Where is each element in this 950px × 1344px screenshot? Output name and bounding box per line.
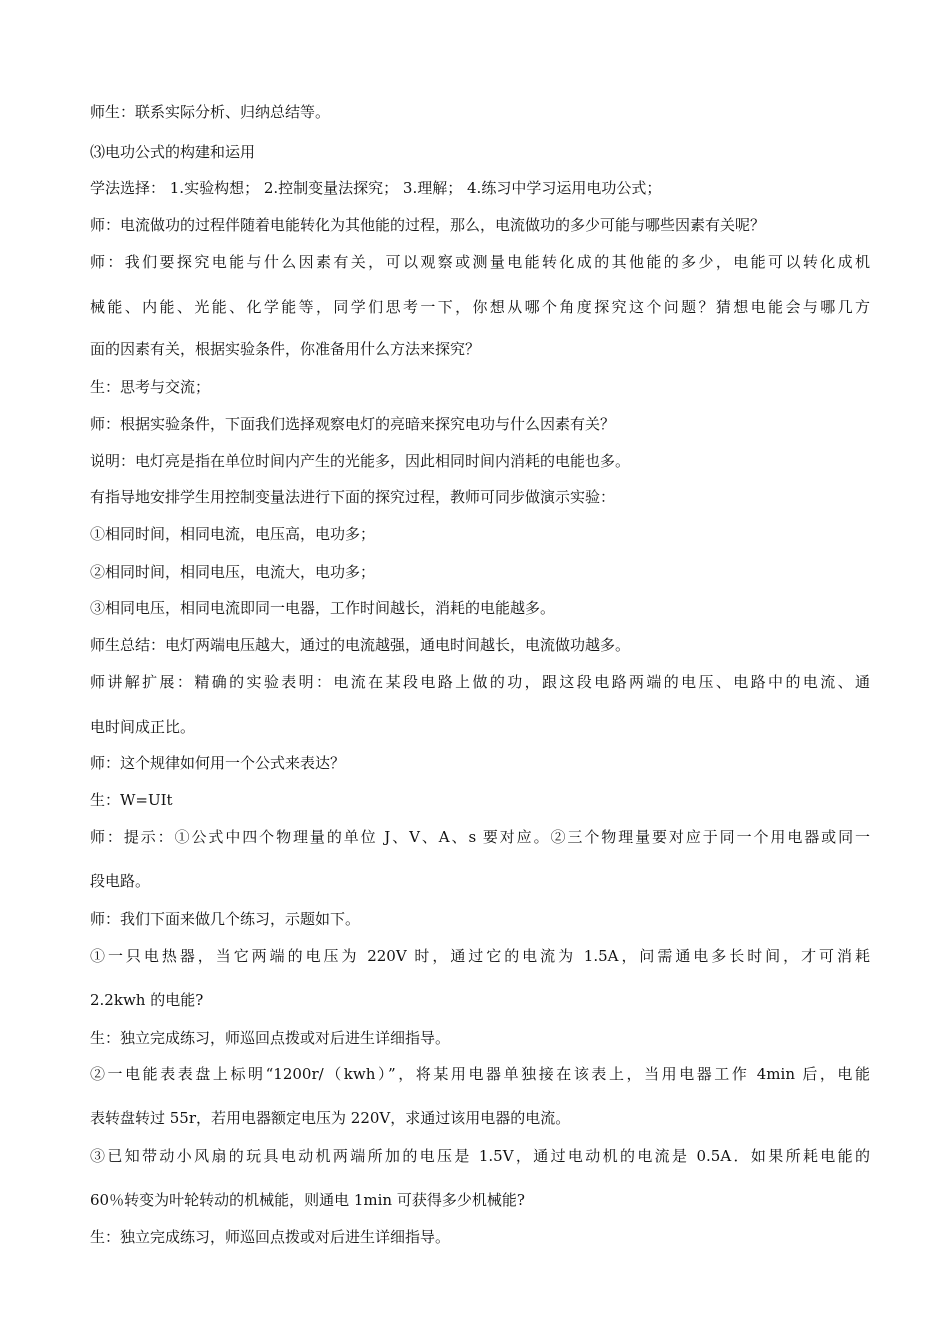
text-line-formula-answer: 生：W=UIt	[90, 791, 173, 809]
text-line-extension-1: 师讲解扩展：精确的实验表明：电流在某段电路上做的功，跟这段电路两端的电压、电路中的电流、通	[90, 673, 870, 691]
list-item-exercise-1a: ①一只电热器，当它两端的电压为 220V 时，通过它的电流为 1.5A，问需通电多长时间，才可消耗	[90, 947, 870, 965]
text-line-learning-methods: 学法选择： 1.实验构想； 2.控制变量法探究； 3.理解； 4.练习中学习运用电功公式；	[90, 179, 662, 197]
text-line-teacher-explore-3: 面的因素有关，根据实验条件，你准备用什么方法来探究？	[90, 340, 481, 358]
text-line-hint-1: 师：提示：①公式中四个物理量的单位 J、V、A、s 要对应。②三个物理量要对应于同一个用电器或同一	[90, 828, 870, 846]
text-line-exercise-intro: 师：我们下面来做几个练习，示题如下。	[90, 910, 361, 928]
text-line-student-discussion: 生：思考与交流；	[90, 378, 211, 396]
text-line-formula-question: 师：这个规律如何用一个公式来表达？	[90, 754, 346, 772]
list-item-experiment-1: ①相同时间，相同电流，电压高，电功多；	[90, 525, 376, 543]
list-item-experiment-2: ②相同时间，相同电压，电流大，电功多；	[90, 563, 376, 581]
text-line-hint-2: 段电路。	[90, 872, 151, 890]
text-line-teacher-explore-2: 械能、内能、光能、化学能等，同学们思考一下，你想从哪个角度探究这个问题？猜想电能会与哪几方	[90, 298, 870, 316]
list-item-exercise-2a: ②一电能表表盘上标明“1200r/（kwh）”，将某用电器单独接在该表上，当用电器工作 4min 后，电能	[90, 1065, 870, 1083]
list-item-experiment-3: ③相同电压，相同电流即同一电器，工作时间越长，消耗的电能越多。	[90, 599, 556, 617]
list-item-exercise-2b: 表转盘转过 55r，若用电器额定电压为 220V，求通过该用电器的电流。	[90, 1109, 571, 1127]
text-line-student-practice-1: 生：独立完成练习，师巡回点拨或对后进生详细指导。	[90, 1029, 451, 1047]
text-line-student-practice-2: 生：独立完成练习，师巡回点拨或对后进生详细指导。	[90, 1228, 451, 1246]
text-line-guided-arrangement: 有指导地安排学生用控制变量法进行下面的探究过程，教师可同步做演示实验：	[90, 488, 616, 506]
text-line-explanation: 说明：电灯亮是指在单位时间内产生的光能多，因此相同时间内消耗的电能也多。	[90, 452, 631, 470]
text-line-teacher-explore-1: 师：我们要探究电能与什么因素有关，可以观察或测量电能转化成的其他能的多少，电能可以转化成机	[90, 253, 870, 271]
text-line-extension-2: 电时间成正比。	[90, 718, 196, 736]
text-line-teacher-lamp: 师：根据实验条件，下面我们选择观察电灯的亮暗来探究电功与什么因素有关？	[90, 415, 616, 433]
list-item-exercise-1b: 2.2kwh 的电能?	[90, 991, 204, 1009]
section-heading-electric-work-formula: ⑶电功公式的构建和运用	[90, 143, 256, 161]
list-item-exercise-3b: 60％转变为叶轮转动的机械能，则通电 1min 可获得多少机械能?	[90, 1191, 525, 1209]
text-line-teacher-question: 师：电流做功的过程伴随着电能转化为其他能的过程，那么，电流做功的多少可能与哪些因素有关呢？	[90, 216, 766, 234]
text-line-teacher-student-summary: 师生：联系实际分析、归纳总结等。	[90, 103, 331, 121]
text-line-conclusion: 师生总结：电灯两端电压越大，通过的电流越强，通电时间越长，电流做功越多。	[90, 636, 631, 654]
list-item-exercise-3a: ③已知带动小风扇的玩具电动机两端所加的电压是 1.5V，通过电动机的电流是 0.5A．如果所耗电能的	[90, 1147, 870, 1165]
